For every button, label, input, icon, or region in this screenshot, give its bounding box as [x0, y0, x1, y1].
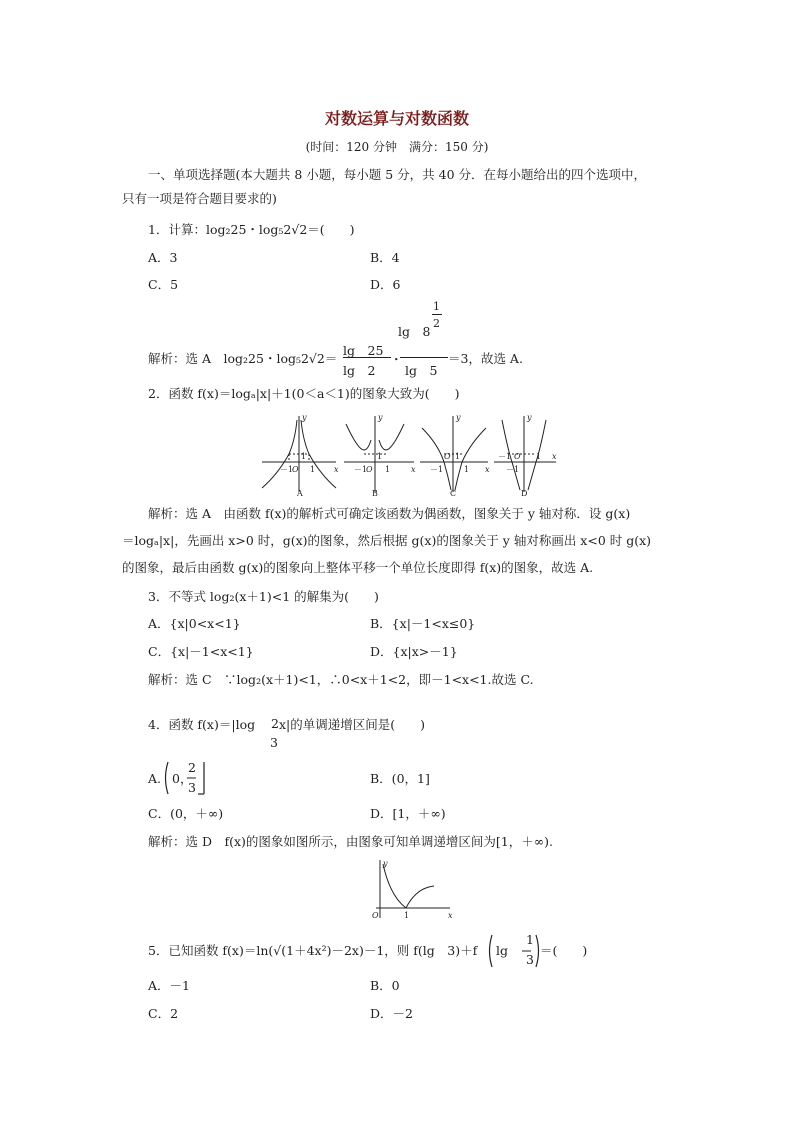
q4-stem-pre: 4．函数 f(x)＝|log [148, 717, 256, 732]
q4-graph-one: 1 [404, 911, 410, 920]
q4-option-d: D．[1，＋∞) [370, 806, 446, 821]
q1-sol-exp-num: 1 [433, 300, 440, 313]
q1-sol-bar2 [400, 357, 448, 358]
q1-option-b: B．4 [370, 250, 400, 265]
q5-stem-post: ＝( ) [540, 943, 588, 958]
graph-c-x-label: x [485, 465, 490, 474]
graph-a-one-x: 1 [310, 465, 316, 474]
q4-option-c: C．(0，＋∞) [148, 806, 224, 821]
graph-b-origin: O [366, 465, 373, 474]
page-title: 对数运算与对数函数 [324, 109, 469, 128]
graph-a-x-label: x [334, 465, 339, 474]
q4-stem-base-num: 2 [271, 716, 279, 731]
q2-sol-line2: ＝logₐ|x|，先画出 x>0 时，g(x)的图象，然后根据 g(x)的图象关于 y 轴对称画出 x<0 时 g(x) [122, 533, 652, 548]
graph-c-origin: O [444, 452, 451, 461]
graph-c-label: C [450, 489, 457, 498]
q3-stem: 3．不等式 log₂(x＋1)<1 的解集为( ) [148, 589, 379, 604]
graph-a-one-y: 1 [301, 452, 307, 461]
q4-option-a-num: 2 [188, 760, 196, 775]
graph-d-origin: O [514, 452, 521, 461]
q1-sol-dot: ・ [390, 352, 403, 367]
q1-stem: 1．计算：log₂25・log₅2√2＝( ) [148, 222, 355, 237]
q5-stem-num: 1 [526, 932, 534, 947]
q4-option-a-den: 3 [188, 780, 196, 795]
q1-sol-bar1 [343, 357, 391, 358]
q2-graphs [258, 410, 558, 498]
q3-option-d: D．{x|x>－1} [370, 644, 458, 659]
graph-c-one-y: 1 [455, 452, 461, 461]
q4-stem-post: x|的单调递增区间是( ) [279, 717, 426, 732]
q1-option-d: D．6 [370, 277, 401, 292]
page-subtitle: (时间：120 分钟 满分：150 分) [305, 140, 489, 154]
q5-option-b: B．0 [370, 978, 400, 993]
q3-option-c: C．{x|－1<x<1} [148, 644, 254, 659]
section-heading-line1: 一、单项选择题(本大题共 8 小题，每小题 5 分，共 40 分．在每小题给出的四个选项中， [148, 167, 647, 182]
q5-option-d: D．－2 [370, 1006, 413, 1021]
q5-stem-pre: 5．已知函数 f(x)＝ln(√(1＋4x²)－2x)－1，则 f(lg 3)＋f [148, 943, 478, 958]
q4-stem-base-den: 3 [270, 735, 278, 750]
q1-sol-den1: lg 2 [343, 363, 376, 378]
graph-d-neg-one-y: －1 [506, 465, 520, 474]
graph-b-one-x: 1 [385, 465, 391, 474]
graph-c-y-label: y [456, 413, 461, 422]
q4-option-a-left: 0， [172, 771, 193, 786]
graph-b-curve-right [379, 424, 404, 450]
q4-graph-curve-increasing [406, 886, 434, 908]
graph-b-curve-left [346, 424, 371, 450]
q4-solution-graph [364, 856, 456, 922]
q4-graph-y-label: y [383, 859, 388, 868]
q5-left-paren [490, 935, 493, 967]
q4-graph-curve-decreasing [383, 864, 406, 908]
q1-option-c: C．5 [148, 277, 179, 292]
graph-a-curve-left [262, 420, 297, 488]
q5-stem-den: 3 [526, 952, 534, 967]
q4-solution: 解析：选 D f(x)的图象如图所示，由图象可知单调递增区间为[1，＋∞). [148, 834, 554, 849]
q1-sol-num1: lg 25 [343, 343, 384, 358]
graph-b-one-y: 1 [377, 452, 383, 461]
q1-sol-suffix: ＝3，故选 A. [448, 351, 523, 366]
q3-solution: 解析：选 C ∵log₂(x＋1)<1，∴0<x＋1<2，即－1<x<1.故选 C. [148, 672, 534, 687]
q4-graph-x-label: x [448, 911, 453, 920]
graph-d-one-x: 1 [536, 452, 542, 461]
q5-stem-paren [486, 932, 546, 970]
graph-a-y-label: y [302, 413, 307, 422]
section-heading-line2: 只有一项是符合题目要求的) [122, 191, 277, 206]
q1-option-a: A．3 [148, 250, 178, 265]
q5-right-paren [536, 935, 539, 967]
graph-d-y-label: y [527, 413, 532, 422]
q1-sol-prefix: 解析：选 A log₂25・log₅2√2＝ [148, 351, 338, 366]
q5-stem-lg: lg [496, 943, 508, 958]
q2-sol-line1: 解析：选 A 由函数 f(x)的解析式可确定该函数为偶函数，图象关于 y 轴对称．设 g(x) [148, 506, 631, 521]
graph-a-neg-one: －1 [280, 465, 294, 474]
q5-option-c: C．2 [148, 1006, 179, 1021]
q1-sol-den2: lg 5 [405, 363, 438, 378]
q1-sol-top2: lg 8 [398, 324, 431, 339]
q2-sol-line3: 的图象，最后由函数 g(x)的图象向上整体平移一个单位长度即得 f(x)的图象，故选 A. [122, 560, 594, 575]
graph-c-neg-one: －1 [430, 465, 444, 474]
q3-option-b: B．{x|－1<x≤0} [370, 616, 476, 631]
q5-option-a: A．－1 [148, 978, 190, 993]
graph-d-label: D [521, 489, 528, 498]
q4-graph-origin: O [372, 911, 379, 920]
graph-c-one-x: 1 [464, 465, 470, 474]
graph-d-neg-one: －1 [498, 452, 512, 461]
q3-option-a: A．{x|0<x<1} [148, 616, 241, 631]
graph-b-label: B [372, 489, 378, 498]
graph-b-x-label: x [411, 465, 416, 474]
q4-option-a-prefix: A. [148, 771, 162, 786]
graph-a-label: A [297, 489, 303, 498]
graph-b-neg-one: －1 [354, 465, 368, 474]
q1-sol-exp-den: 2 [433, 317, 440, 330]
graph-b-y-label: y [378, 413, 383, 422]
q4-option-b: B．(0，1] [370, 771, 430, 786]
graph-d-x-label: x [552, 452, 557, 461]
graph-a-origin: O [292, 465, 299, 474]
q4-a-left-paren [166, 762, 169, 794]
q2-stem: 2．函数 f(x)＝logₐ|x|＋1(0＜a＜1)的图象大致为( ) [148, 386, 460, 401]
q1-sol-exp-bar [432, 314, 442, 315]
